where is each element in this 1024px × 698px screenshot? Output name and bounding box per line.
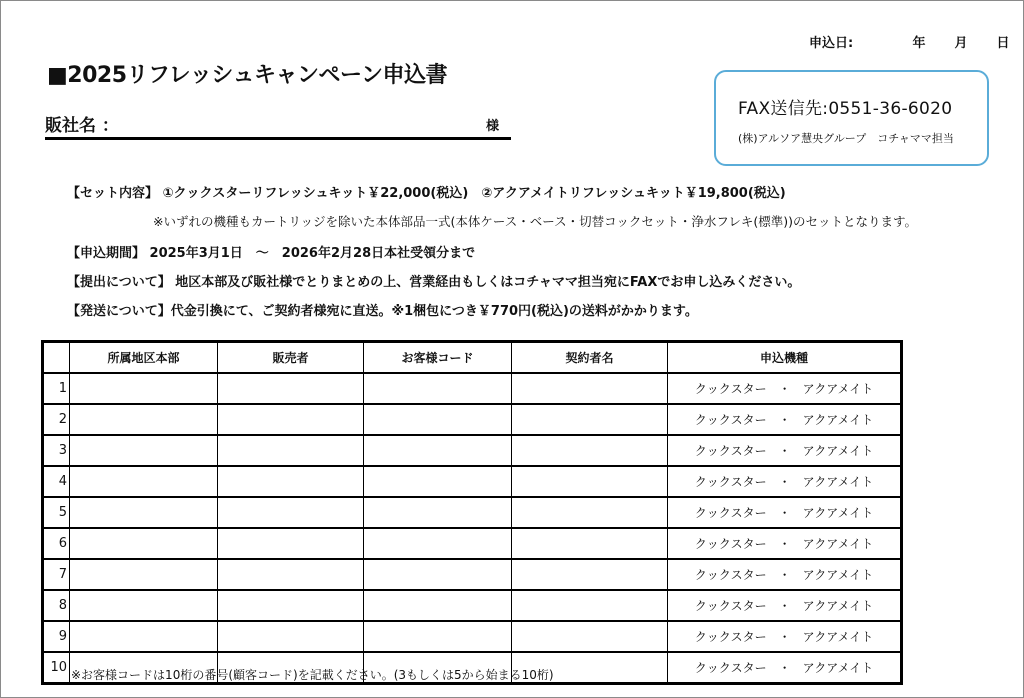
contractor-name-cell[interactable] (512, 404, 668, 435)
customer-code-cell[interactable] (364, 373, 512, 404)
table-row (43, 497, 902, 528)
contractor-name-cell[interactable] (512, 435, 668, 466)
application-period: 【申込期間】 2025年3月1日 ～ 2026年2月28日本社受領分まで (67, 246, 476, 261)
customer-code-cell[interactable] (364, 590, 512, 621)
applied-model-cell[interactable]: クックスター ・ アクアメイト (668, 590, 902, 621)
seller-cell[interactable] (218, 528, 364, 559)
fax-number: FAX送信先:0551-36-6020 (738, 99, 953, 119)
seller-cell[interactable] (218, 466, 364, 497)
seller-cell[interactable] (218, 435, 364, 466)
seller-cell[interactable] (218, 621, 364, 652)
date-year-label: 年 (912, 36, 926, 51)
date-month-label: 月 (954, 36, 968, 51)
application-date (809, 32, 1023, 51)
table-row (43, 528, 902, 559)
dealer-honorific: 様 (485, 119, 499, 134)
dealer-name-label: 販社名 ： (45, 116, 119, 136)
header-applied-model: 申込機種 (668, 342, 902, 374)
seller-cell[interactable] (218, 404, 364, 435)
table-row (43, 621, 902, 652)
table-row (43, 404, 902, 435)
applied-model-cell[interactable]: クックスター ・ アクアメイト (668, 466, 902, 497)
contractor-name-cell[interactable] (512, 621, 668, 652)
row-number: 5 (43, 497, 70, 528)
row-number: 6 (43, 528, 70, 559)
applied-model-cell[interactable]: クックスター ・ アクアメイト (668, 621, 902, 652)
contractor-name-cell[interactable] (512, 466, 668, 497)
form-title: ■2025リフレッシュキャンペーン申込書 (47, 63, 448, 88)
customer-code-cell[interactable] (364, 497, 512, 528)
region-hq-cell[interactable] (70, 559, 218, 590)
row-number: 1 (43, 373, 70, 404)
region-hq-cell[interactable] (70, 373, 218, 404)
shipping-info: 【発送について】代金引換にて、ご契約者様宛に直送。※1梱包につき￥770円(税込)の送料がかかります。 (67, 304, 698, 319)
region-hq-cell[interactable] (70, 528, 218, 559)
header-customer-code: お客様コード (364, 342, 512, 374)
applied-model-cell[interactable]: クックスター ・ アクアメイト (668, 559, 902, 590)
customer-code-cell[interactable] (364, 559, 512, 590)
set-contents-note: ※いずれの機種もカートリッジを除いた本体部品一式(本体ケース・ベース・切替コックセット・浄水フレキ(標準))のセットとなります。 (153, 214, 917, 229)
table-header-row (43, 342, 902, 374)
seller-cell[interactable] (218, 497, 364, 528)
region-hq-cell[interactable] (70, 621, 218, 652)
row-number: 2 (43, 404, 70, 435)
fax-destination-box (714, 70, 989, 166)
fax-company: (株)アルソア慧央グループ コチャママ担当 (738, 132, 954, 145)
header-row-number (43, 342, 70, 374)
row-number: 7 (43, 559, 70, 590)
row-number: 10 (43, 652, 70, 684)
applied-model-cell[interactable]: クックスター ・ アクアメイト (668, 652, 902, 684)
application-date-label: 申込日: (809, 36, 854, 51)
table-row (43, 373, 902, 404)
seller-cell[interactable] (218, 559, 364, 590)
applied-model-cell[interactable]: クックスター ・ アクアメイト (668, 528, 902, 559)
contractor-name-cell[interactable] (512, 590, 668, 621)
table-row (43, 559, 902, 590)
customer-code-cell[interactable] (364, 404, 512, 435)
applied-model-cell[interactable]: クックスター ・ アクアメイト (668, 404, 902, 435)
contractor-name-cell[interactable] (512, 497, 668, 528)
header-contractor-name: 契約者名 (512, 342, 668, 374)
row-number: 8 (43, 590, 70, 621)
table-body (43, 373, 902, 684)
region-hq-cell[interactable] (70, 466, 218, 497)
region-hq-cell[interactable] (70, 404, 218, 435)
contractor-name-cell[interactable] (512, 528, 668, 559)
applied-model-cell[interactable]: クックスター ・ アクアメイト (668, 373, 902, 404)
applied-model-cell[interactable]: クックスター ・ アクアメイト (668, 435, 902, 466)
contractor-name-cell[interactable] (512, 373, 668, 404)
seller-cell[interactable] (218, 590, 364, 621)
row-number: 4 (43, 466, 70, 497)
date-day-label: 日 (996, 36, 1010, 51)
table-row (43, 590, 902, 621)
region-hq-cell[interactable] (70, 497, 218, 528)
set-contents: 【セット内容】 ①クックスターリフレッシュキット￥22,000(税込) ②アクアメイトリフレッシュキット￥19,800(税込) (67, 186, 786, 201)
seller-cell[interactable] (218, 373, 364, 404)
customer-code-cell[interactable] (364, 621, 512, 652)
dealer-name-field[interactable] (45, 109, 511, 140)
contractor-name-cell[interactable] (512, 559, 668, 590)
customer-code-footnote: ※お客様コードは10桁の番号(顧客コード)を記載ください。(3もしくは5から始まる10桁) (71, 668, 554, 682)
header-seller: 販売者 (218, 342, 364, 374)
customer-code-cell[interactable] (364, 435, 512, 466)
applied-model-cell[interactable]: クックスター ・ アクアメイト (668, 497, 902, 528)
row-number: 3 (43, 435, 70, 466)
region-hq-cell[interactable] (70, 435, 218, 466)
header-region-hq: 所属地区本部 (70, 342, 218, 374)
table-row (43, 435, 902, 466)
submission-info: 【提出について】 地区本部及び販社様でとりまとめの上、営業経由もしくはコチャママ担当宛にFAXでお申し込みください。 (67, 275, 801, 290)
region-hq-cell[interactable] (70, 590, 218, 621)
customer-code-cell[interactable] (364, 466, 512, 497)
customer-code-cell[interactable] (364, 528, 512, 559)
application-table (41, 340, 903, 685)
table-row (43, 466, 902, 497)
row-number: 9 (43, 621, 70, 652)
